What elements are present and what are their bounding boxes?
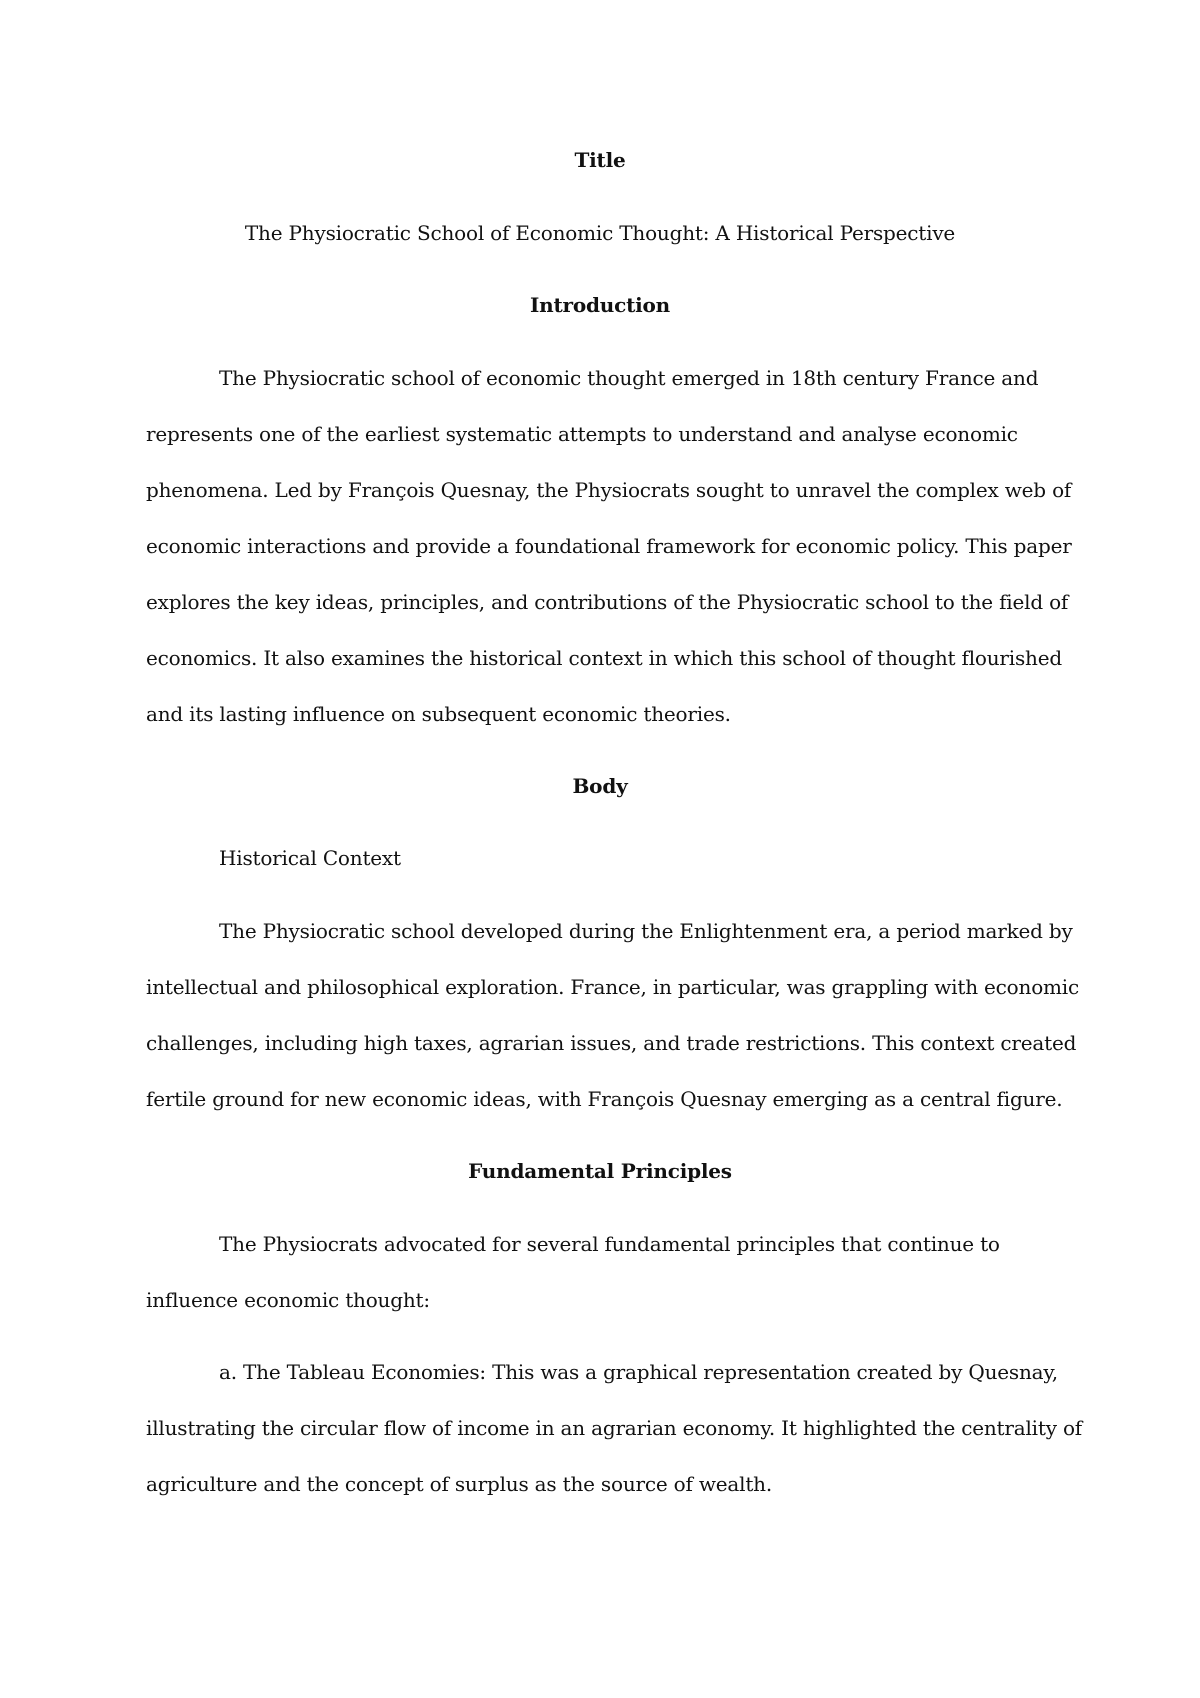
paragraph-line: phenomena. Led by François Quesnay, the Physiocrats sought to unravel the complex web of bbox=[146, 478, 1072, 502]
fundamental-principles-heading: Fundamental Principles bbox=[468, 1159, 732, 1183]
paragraph-line: represents one of the earliest systematic attempts to understand and analyse economic bbox=[146, 422, 1018, 446]
paragraph-line: influence economic thought: bbox=[146, 1288, 430, 1312]
paper-subtitle: The Physiocratic School of Economic Thought: A Historical Perspective bbox=[244, 221, 956, 245]
paragraph-line: intellectual and philosophical exploration. France, in particular, was grappling with economic bbox=[146, 975, 1080, 999]
paragraph-line: economics. It also examines the historical context in which this school of thought flourished bbox=[146, 646, 1062, 670]
paragraph-line: explores the key ideas, principles, and contributions of the Physiocratic school to the field of bbox=[146, 590, 1069, 614]
historical-context-subheading: Historical Context bbox=[219, 846, 401, 870]
title-heading: Title bbox=[574, 148, 626, 172]
paragraph-line: challenges, including high taxes, agrarian issues, and trade restrictions. This context created bbox=[146, 1031, 1077, 1055]
paragraph-line: agriculture and the concept of surplus as the source of wealth. bbox=[146, 1472, 773, 1496]
introduction-heading: Introduction bbox=[529, 293, 671, 317]
body-heading: Body bbox=[572, 774, 628, 798]
paragraph-line: and its lasting influence on subsequent economic theories. bbox=[146, 702, 731, 726]
paragraph-line: fertile ground for new economic ideas, with François Quesnay emerging as a central figure. bbox=[146, 1087, 1063, 1111]
paragraph-line: The Physiocrats advocated for several fundamental principles that continue to bbox=[219, 1232, 1000, 1256]
paragraph-line: illustrating the circular flow of income in an agrarian economy. It highlighted the centrality of bbox=[146, 1416, 1083, 1440]
paragraph-line: The Physiocratic school of economic thought emerged in 18th century France and bbox=[219, 366, 1039, 390]
paragraph-line: a. The Tableau Economies: This was a graphical representation created by Quesnay, bbox=[219, 1360, 1058, 1384]
paragraph-line: The Physiocratic school developed during the Enlightenment era, a period marked by bbox=[219, 919, 1073, 943]
paragraph-line: economic interactions and provide a foundational framework for economic policy. This paper bbox=[146, 534, 1072, 558]
